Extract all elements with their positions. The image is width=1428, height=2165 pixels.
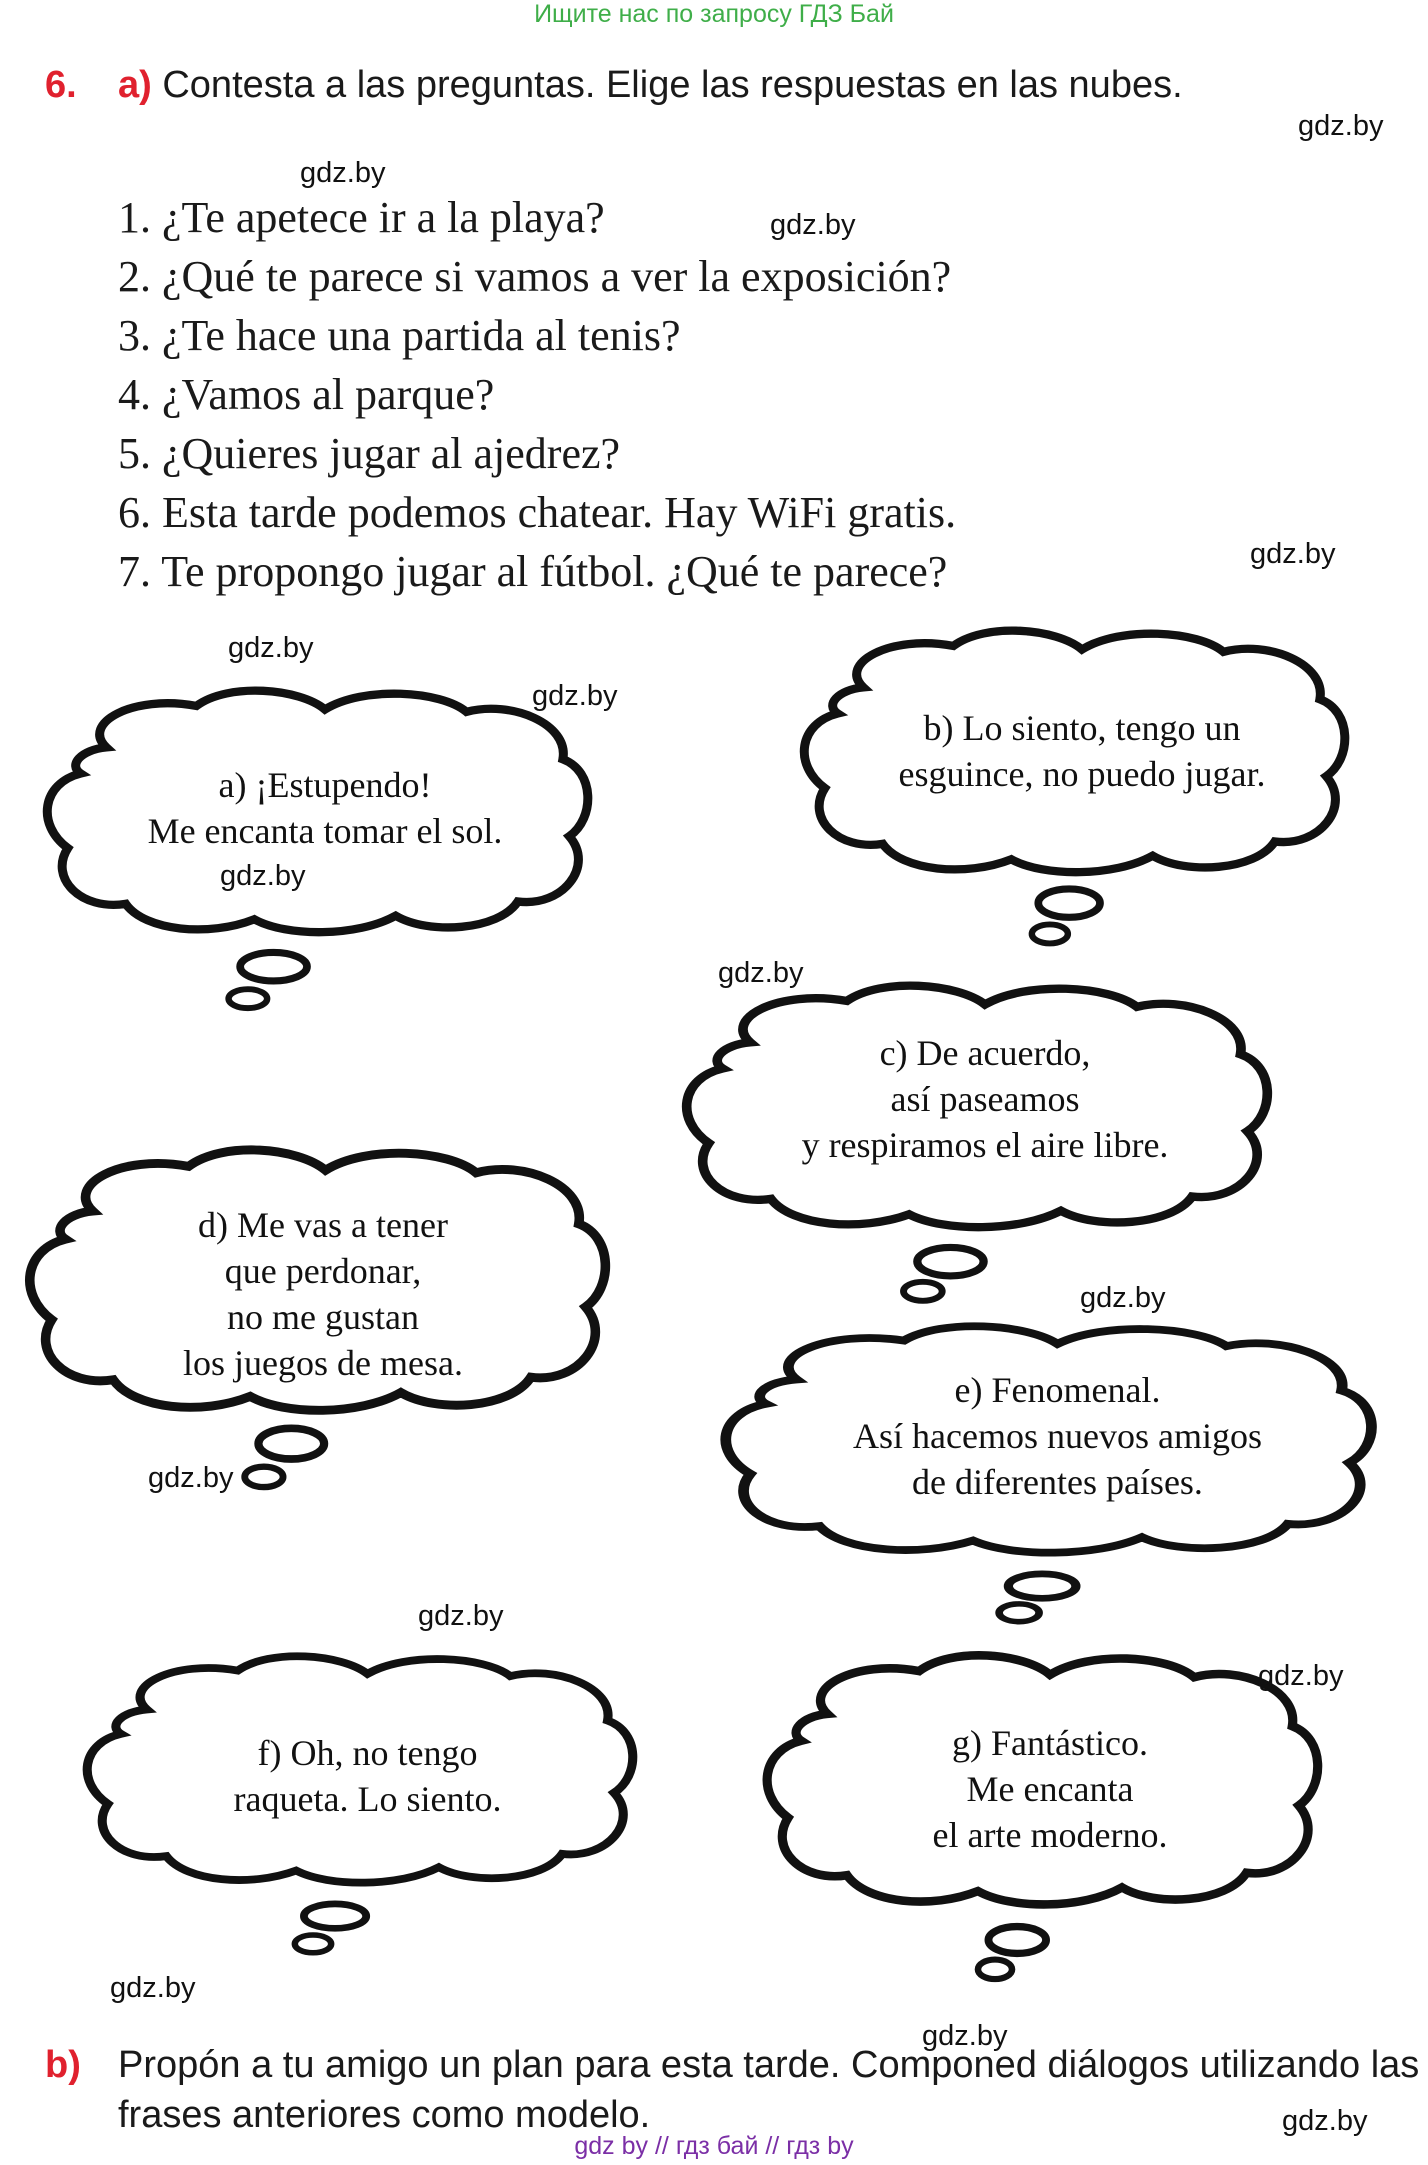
cloud-b	[812, 640, 1352, 960]
cloud-a-line-1: a) ¡Estupendo!	[218, 765, 432, 805]
watermark: gdz.by	[220, 860, 306, 892]
cloud-a-shape	[55, 700, 595, 1020]
cloud-c-line-1: c) De acuerdo,	[879, 1033, 1091, 1073]
part-a-label: a)	[118, 64, 152, 106]
watermark: gdz.by	[110, 1972, 196, 2004]
cloud-b-line-2: esguince, no puedo jugar.	[898, 754, 1266, 794]
watermark: gdz.by	[148, 1462, 234, 1494]
exercise-number: 6.	[45, 64, 77, 106]
cloud-d-line-1: d) Me vas a tener	[198, 1205, 448, 1245]
question-3: 3. ¿Te hace una partida al tenis?	[118, 311, 681, 360]
cloud-g	[775, 1665, 1325, 1995]
header-note: Ищите нас по запросу ГДЗ Бай	[534, 0, 894, 28]
cloud-f	[95, 1665, 640, 1965]
cloud-b-line-1: b) Lo siento, tengo un	[923, 708, 1241, 748]
watermark: gdz.by	[1250, 538, 1336, 570]
part-b-text: Propón a tu amigo un plan para esta tarde. Componed diálogos utilizando las frases anteriores como modelo.	[118, 2044, 1420, 2136]
question-6: 6. Esta tarde podemos chatear. Hay WiFi gratis.	[118, 488, 957, 537]
cloud-d-line-4: los juegos de mesa.	[183, 1343, 463, 1383]
watermark: gdz.by	[1298, 110, 1384, 142]
part-a-text: Contesta a las preguntas. Elige las respuestas en las nubes.	[162, 64, 1183, 106]
cloud-e-line-3: de diferentes países.	[912, 1462, 1203, 1502]
watermark: gdz.by	[418, 1600, 504, 1632]
footer-note: gdz by // гдз бай // гдз by	[574, 2132, 854, 2160]
cloud-f-line-1: f) Oh, no tengo	[257, 1733, 478, 1773]
cloud-d-line-3: no me gustan	[227, 1297, 419, 1337]
cloud-d	[38, 1160, 613, 1505]
question-5: 5. ¿Quieres jugar al ajedrez?	[118, 429, 621, 478]
cloud-b-shape	[812, 640, 1352, 960]
watermark: gdz.by	[922, 2020, 1008, 2052]
cloud-e-line-1: e) Fenomenal.	[954, 1370, 1161, 1410]
question-7: 7. Te propongo jugar al fútbol. ¿Qué te parece?	[118, 547, 948, 596]
cloud-c-line-2: así paseamos	[890, 1079, 1080, 1119]
cloud-g-line-3: el arte moderno.	[932, 1815, 1168, 1855]
questions-list	[118, 188, 956, 601]
question-4: 4. ¿Vamos al parque?	[118, 370, 495, 419]
watermark: gdz.by	[1258, 1660, 1344, 1692]
exercise-instruction-a	[118, 64, 1183, 107]
cloud-d-line-2: que perdonar,	[224, 1251, 422, 1291]
cloud-a-line-2: Me encanta tomar el sol.	[147, 811, 503, 851]
watermark: gdz.by	[532, 680, 618, 712]
cloud-a	[55, 700, 595, 1020]
cloud-g-line-1: g) Fantástico.	[952, 1723, 1148, 1763]
watermark: gdz.by	[1080, 1282, 1166, 1314]
watermark: gdz.by	[228, 632, 314, 664]
watermark: gdz.by	[718, 957, 804, 989]
watermark: gdz.by	[770, 209, 856, 241]
cloud-f-line-2: raqueta. Lo siento.	[233, 1779, 502, 1819]
part-b-label: b)	[45, 2044, 81, 2086]
cloud-e-line-2: Así hacemos nuevos amigos	[853, 1416, 1262, 1456]
cloud-c	[695, 995, 1275, 1315]
cloud-c-line-3: y respiramos el aire libre.	[801, 1125, 1169, 1165]
question-1: 1. ¿Te apetece ir a la playa?	[118, 193, 605, 242]
question-2: 2. ¿Qué te parece si vamos a ver la exposición?	[118, 252, 952, 301]
watermark: gdz.by	[300, 157, 386, 189]
cloud-e	[735, 1335, 1380, 1635]
watermark: gdz.by	[1282, 2105, 1368, 2137]
cloud-g-line-2: Me encanta	[966, 1769, 1134, 1809]
